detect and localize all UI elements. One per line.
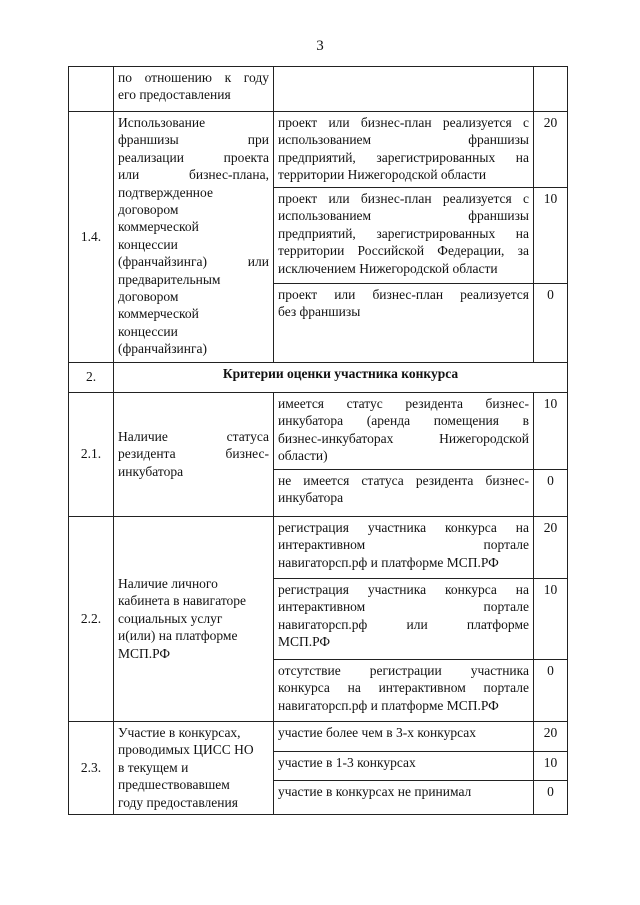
criterion-line: по отношению к году	[118, 70, 269, 85]
condition-line: проект или бизнес-план реализуется	[278, 287, 529, 302]
condition-line: проект или бизнес-план реализуется с	[278, 191, 529, 206]
condition-line: проект или бизнес-план реализуется с	[278, 115, 529, 130]
criterion-line: и(или) на платформе	[118, 628, 238, 644]
criterion-line: концессии	[118, 236, 178, 252]
criterion-line: (франчайзинга)	[118, 341, 208, 357]
table-row	[69, 722, 568, 752]
row-number-cell	[69, 67, 114, 112]
table-row	[69, 393, 568, 470]
condition-cell	[274, 752, 534, 781]
condition-line: не имеется статуса резидента бизнес-	[278, 473, 529, 488]
condition-line: участие более чем в 3-х конкурсах	[278, 725, 476, 740]
criterion-line: году предоставления	[118, 794, 238, 810]
section-number: 2.	[69, 363, 114, 393]
condition-cell	[274, 393, 534, 470]
condition-line: интерактивном портале	[278, 599, 529, 615]
condition-line: участие в 1-3 конкурсах	[278, 755, 416, 770]
criteria-table	[68, 66, 568, 815]
condition-line: предприятий, зарегистрированных на	[278, 149, 529, 165]
condition-line: территории Российской Федерации, за	[278, 243, 529, 259]
table-row	[69, 517, 568, 579]
criterion-line: франшизы при	[118, 132, 269, 148]
condition-cell	[274, 781, 534, 815]
score-cell: 0	[534, 470, 568, 517]
score-cell: 0	[534, 660, 568, 722]
condition-line: интерактивном портале	[278, 537, 529, 553]
criterion-line: договором	[118, 202, 179, 218]
criterion-line: в текущем и	[118, 759, 189, 775]
criterion-cell	[114, 393, 274, 517]
page-number: 3	[316, 38, 324, 54]
condition-line: регистрация участника конкурса на	[278, 582, 529, 597]
condition-line: навигаторсп.рф и платформе МСП.РФ	[278, 697, 499, 713]
criterion-line: коммерческой	[118, 306, 199, 322]
condition-cell	[274, 67, 534, 112]
section-header-row	[69, 363, 568, 393]
condition-line: территории Нижегородской области	[278, 167, 487, 183]
criterion-line: МСП.РФ	[118, 645, 171, 661]
criterion-line: Наличие личного	[118, 575, 218, 591]
criterion-line: коммерческой	[118, 219, 199, 235]
condition-line: конкурса на интерактивном портале	[278, 680, 529, 696]
criterion-line: предварительным	[118, 271, 221, 287]
criterion-line: (франчайзинга) или	[118, 254, 269, 270]
score-cell: 10	[534, 752, 568, 781]
condition-line: отсутствие регистрации участника	[278, 663, 529, 678]
criterion-line: Наличие статуса	[118, 428, 269, 444]
condition-line: навигаторсп.рф и платформе МСП.РФ	[278, 554, 499, 570]
score-cell: 20	[534, 517, 568, 579]
condition-cell	[274, 722, 534, 752]
criterion-cell	[114, 722, 274, 815]
condition-cell	[274, 517, 534, 579]
criterion-line: его предоставления	[118, 87, 231, 103]
score-cell: 10	[534, 188, 568, 284]
criterion-line: концессии	[118, 323, 178, 339]
table-row	[69, 112, 568, 188]
condition-line: участие в конкурсах не принимал	[278, 784, 472, 799]
criterion-cell	[114, 517, 274, 722]
criterion-line: Использование	[118, 115, 206, 130]
score-cell	[534, 67, 568, 112]
condition-line: использованием франшизы	[278, 132, 529, 148]
condition-line: имеется статус резидента бизнес-	[278, 396, 529, 411]
score-cell: 20	[534, 112, 568, 188]
row-number: 2.2.	[69, 517, 114, 722]
condition-line: без франшизы	[278, 304, 361, 320]
criterion-cell	[114, 112, 274, 363]
score-cell: 10	[534, 579, 568, 660]
criterion-line: инкубатора	[118, 463, 184, 479]
table-row	[69, 67, 568, 112]
condition-line: бизнес-инкубаторах Нижегородской	[278, 430, 529, 446]
score-cell: 10	[534, 393, 568, 470]
criterion-line: или бизнес-плана,	[118, 167, 269, 183]
score-cell: 20	[534, 722, 568, 752]
criterion-line: реализации проекта	[118, 149, 269, 165]
condition-line: использованием франшизы	[278, 208, 529, 224]
criterion-line: резидента бизнес-	[118, 446, 269, 462]
criterion-line: договором	[118, 289, 179, 305]
condition-cell	[274, 579, 534, 660]
condition-cell	[274, 284, 534, 363]
score-cell: 0	[534, 284, 568, 363]
condition-cell	[274, 660, 534, 722]
condition-cell	[274, 112, 534, 188]
condition-line: предприятий, зарегистрированных на	[278, 225, 529, 241]
criterion-line: проводимых ЦИСС НО	[118, 742, 254, 758]
condition-line: навигаторсп.рф или платформе	[278, 616, 529, 632]
row-number: 2.1.	[69, 393, 114, 517]
criterion-line: подтвержденное	[118, 184, 213, 200]
criterion-line: социальных услуг	[118, 610, 223, 626]
criterion-line: Участие в конкурсах,	[118, 725, 241, 740]
condition-line: области)	[278, 448, 328, 464]
condition-line: МСП.РФ	[278, 634, 331, 650]
section-title: Критерии оценки участника конкурса	[114, 363, 568, 393]
row-number: 1.4.	[69, 112, 114, 363]
condition-line: исключением Нижегородской области	[278, 260, 498, 276]
condition-line: инкубатора	[278, 490, 344, 506]
criterion-cell	[114, 67, 274, 112]
criterion-line: предшествовавшем	[118, 777, 230, 793]
criterion-line: кабинета в навигаторе	[118, 593, 247, 609]
condition-cell	[274, 188, 534, 284]
condition-line: инкубатора (аренда помещения в	[278, 413, 529, 429]
condition-cell	[274, 470, 534, 517]
condition-line: регистрация участника конкурса на	[278, 520, 529, 535]
row-number: 2.3.	[69, 722, 114, 815]
score-cell: 0	[534, 781, 568, 815]
